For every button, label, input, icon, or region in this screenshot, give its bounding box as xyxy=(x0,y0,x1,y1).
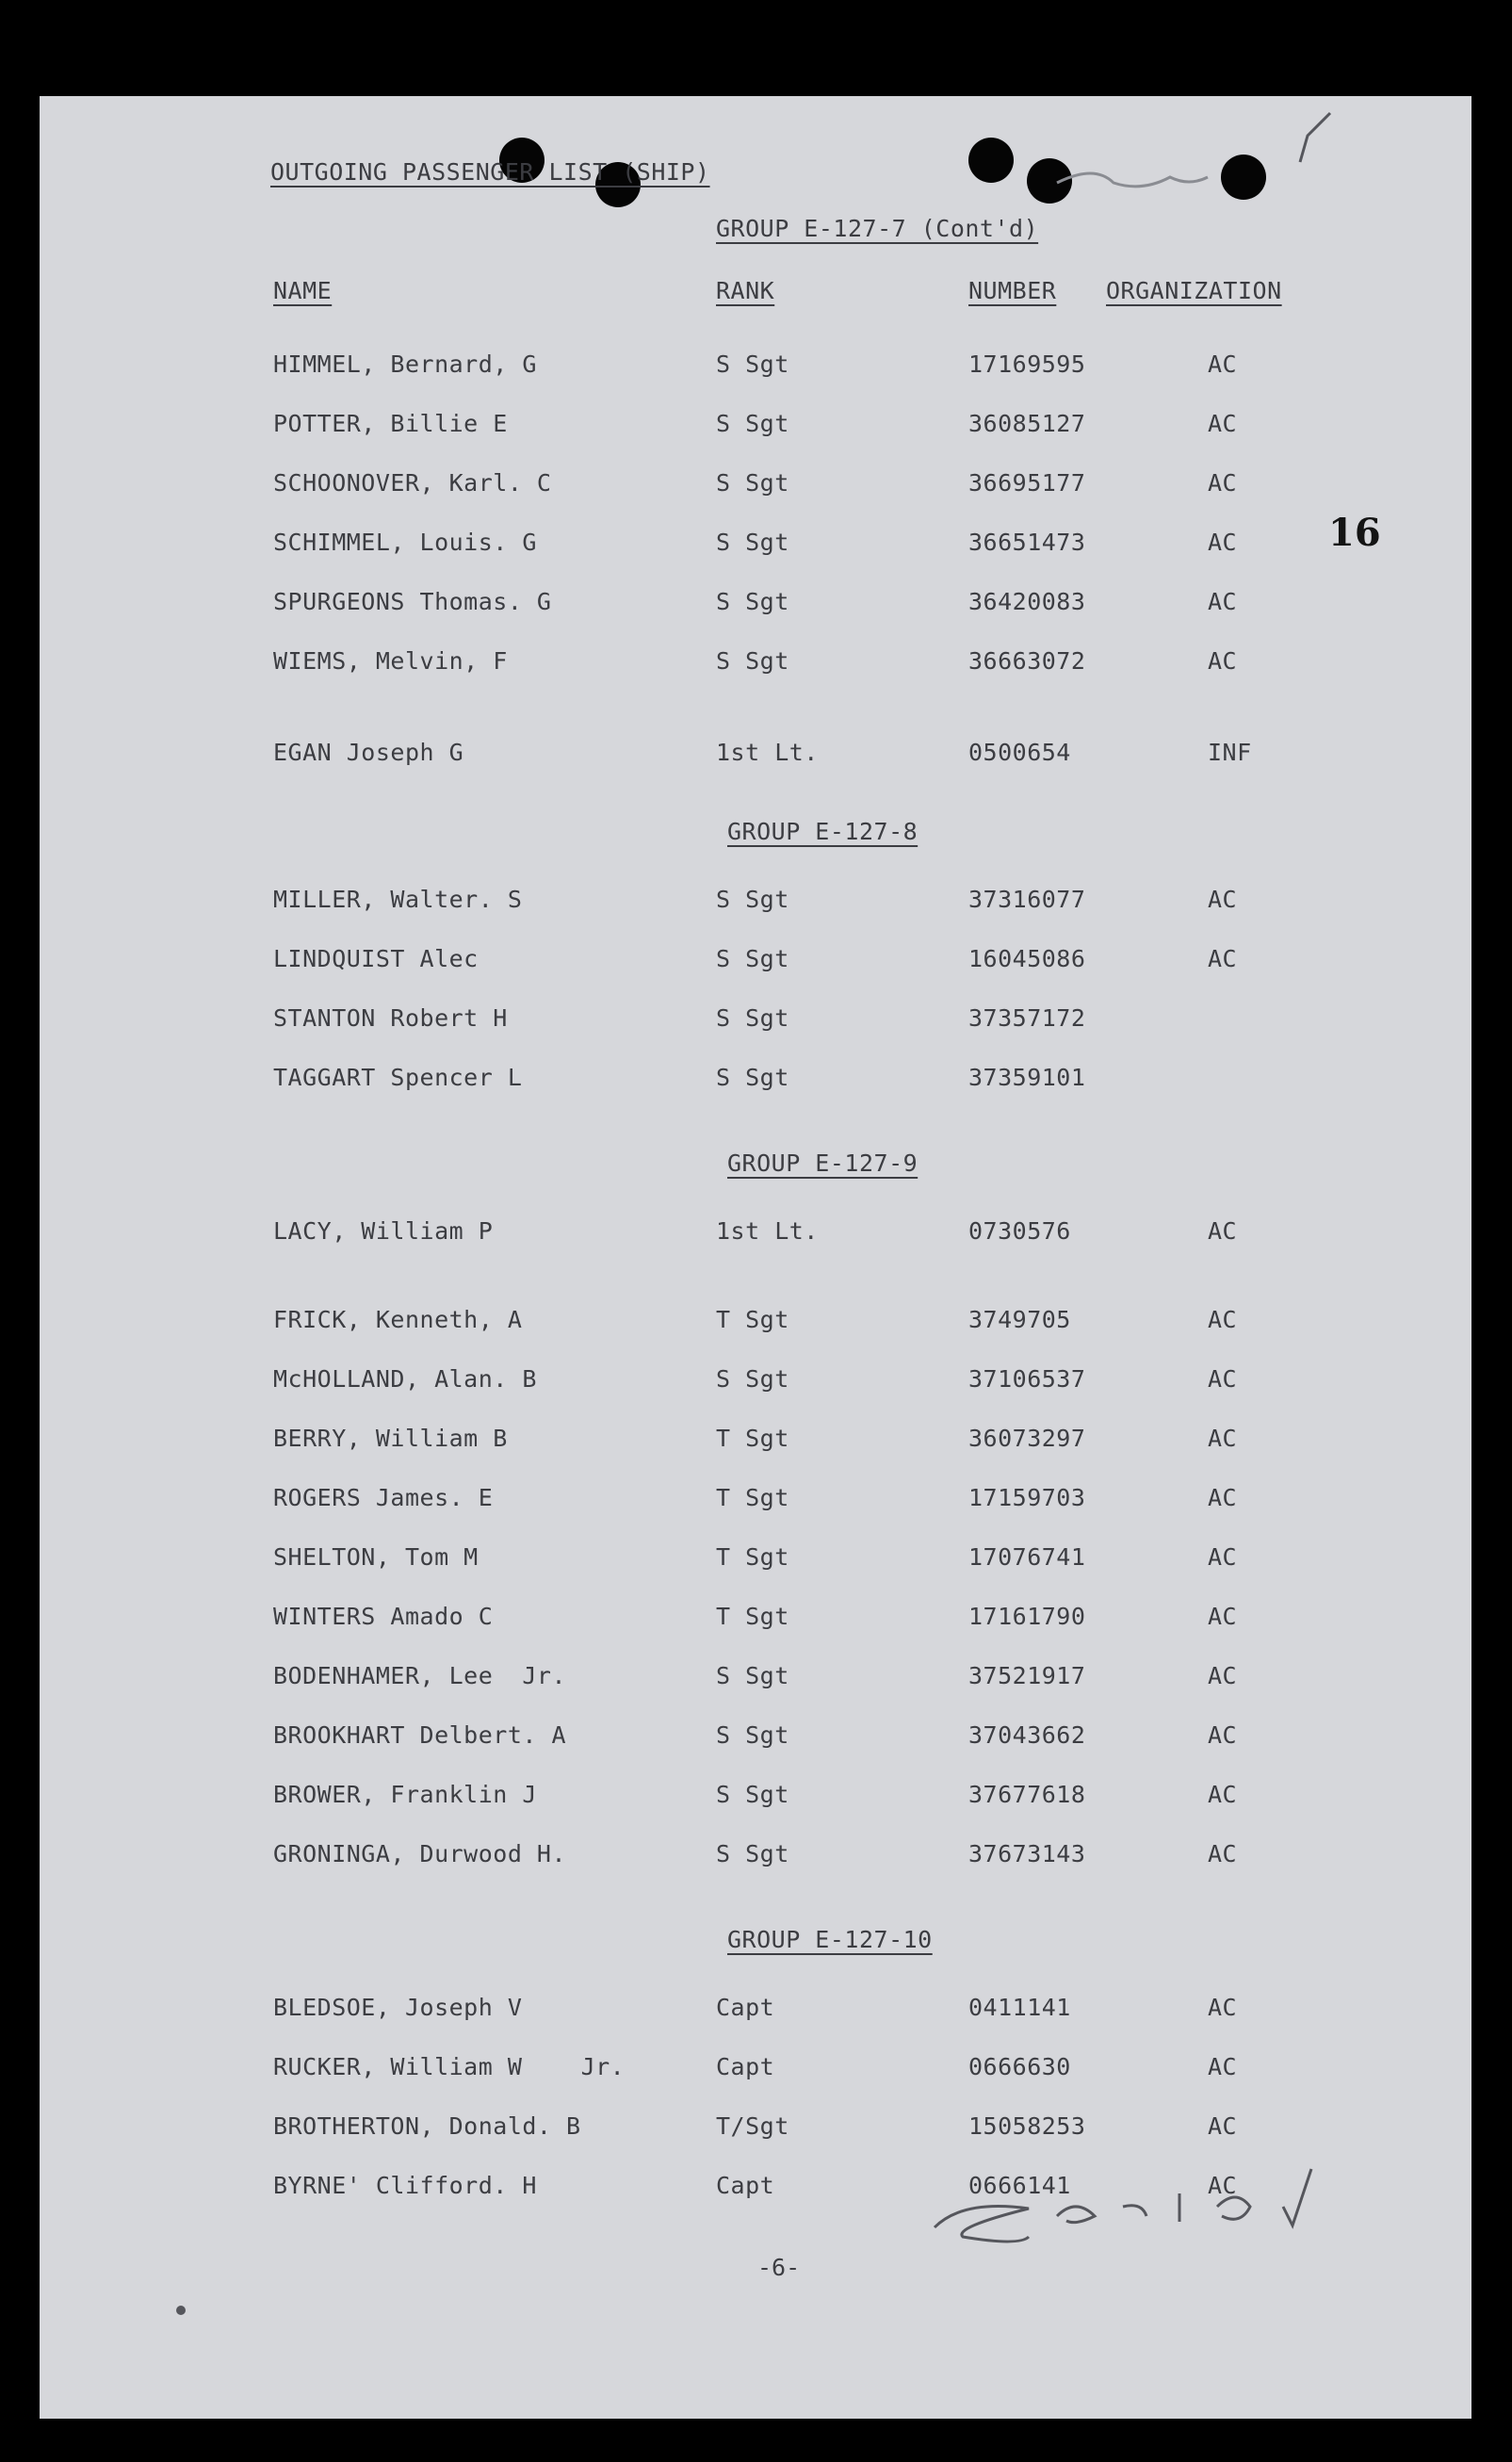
passenger-organization: AC xyxy=(1208,1484,1238,1511)
passenger-name: ROGERS James. E xyxy=(273,1484,494,1511)
passenger-rank: T/Sgt xyxy=(716,2112,789,2140)
passenger-organization: INF xyxy=(1208,739,1252,766)
passenger-name: BLEDSOE, Joseph V xyxy=(273,1994,523,2021)
passenger-rank: T Sgt xyxy=(716,1484,789,1511)
passenger-rank: Capt xyxy=(716,2172,775,2199)
passenger-serial-number: 37521917 xyxy=(968,1662,1086,1689)
passenger-serial-number: 3749705 xyxy=(968,1306,1071,1333)
passenger-organization: AC xyxy=(1208,410,1238,437)
passenger-name: GRONINGA, Durwood H. xyxy=(273,1840,567,1867)
passenger-rank: T Sgt xyxy=(716,1543,789,1571)
passenger-rank: 1st Lt. xyxy=(716,1217,819,1245)
passenger-rank: S Sgt xyxy=(716,351,789,378)
passenger-name: EGAN Joseph G xyxy=(273,739,464,766)
passenger-serial-number: 37316077 xyxy=(968,886,1086,913)
page-footer: -6- xyxy=(757,2254,801,2281)
passenger-rank: S Sgt xyxy=(716,410,789,437)
passenger-organization: AC xyxy=(1208,1662,1238,1689)
passenger-serial-number: 37106537 xyxy=(968,1365,1086,1393)
passenger-rank: S Sgt xyxy=(716,1365,789,1393)
passenger-name: POTTER, Billie E xyxy=(273,410,508,437)
document-page xyxy=(40,96,1471,2419)
passenger-name: BERRY, William B xyxy=(273,1425,508,1452)
column-header-number: NUMBER xyxy=(968,277,1057,304)
passenger-name: MILLER, Walter. S xyxy=(273,886,523,913)
passenger-rank: S Sgt xyxy=(716,469,789,497)
passenger-rank: 1st Lt. xyxy=(716,739,819,766)
passenger-organization: AC xyxy=(1208,1543,1238,1571)
passenger-rank: S Sgt xyxy=(716,886,789,913)
passenger-organization: AC xyxy=(1208,351,1238,378)
passenger-organization: AC xyxy=(1208,1781,1238,1808)
passenger-organization: AC xyxy=(1208,945,1238,972)
passenger-serial-number: 0666630 xyxy=(968,2053,1071,2080)
passenger-organization: AC xyxy=(1208,647,1238,675)
passenger-organization: AC xyxy=(1208,1306,1238,1333)
passenger-rank: Capt xyxy=(716,2053,775,2080)
passenger-serial-number: 37043662 xyxy=(968,1721,1086,1749)
passenger-rank: S Sgt xyxy=(716,1721,789,1749)
passenger-serial-number: 17169595 xyxy=(968,351,1086,378)
passenger-rank: S Sgt xyxy=(716,647,789,675)
passenger-name: SHELTON, Tom M xyxy=(273,1543,479,1571)
column-header-name: NAME xyxy=(273,277,333,304)
passenger-rank: S Sgt xyxy=(716,1004,789,1032)
passenger-name: BROOKHART Delbert. A xyxy=(273,1721,567,1749)
passenger-serial-number: 0730576 xyxy=(968,1217,1071,1245)
passenger-serial-number: 36420083 xyxy=(968,588,1086,615)
passenger-serial-number: 15058253 xyxy=(968,2112,1086,2140)
passenger-rank: S Sgt xyxy=(716,1662,789,1689)
passenger-organization: AC xyxy=(1208,1365,1238,1393)
document-title: OUTGOING PASSENGER LIST (SHIP) xyxy=(270,158,710,186)
passenger-organization: AC xyxy=(1208,886,1238,913)
passenger-rank: S Sgt xyxy=(716,1064,789,1091)
column-header-rank: RANK xyxy=(716,277,775,304)
passenger-rank: Capt xyxy=(716,1994,775,2021)
passenger-serial-number: 36663072 xyxy=(968,647,1086,675)
passenger-organization: AC xyxy=(1208,469,1238,497)
passenger-name: McHOLLAND, Alan. B xyxy=(273,1365,537,1393)
passenger-name: STANTON Robert H xyxy=(273,1004,508,1032)
passenger-rank: S Sgt xyxy=(716,529,789,556)
passenger-organization: AC xyxy=(1208,2172,1238,2199)
passenger-serial-number: 36695177 xyxy=(968,469,1086,497)
passenger-rank: S Sgt xyxy=(716,588,789,615)
passenger-name: LACY, William P xyxy=(273,1217,494,1245)
group-heading: GROUP E-127-10 xyxy=(727,1926,933,1953)
page-number-stamp: 16 xyxy=(1328,511,1381,555)
passenger-serial-number: 16045086 xyxy=(968,945,1086,972)
passenger-name: SCHIMMEL, Louis. G xyxy=(273,529,537,556)
passenger-rank: S Sgt xyxy=(716,1840,789,1867)
passenger-organization: AC xyxy=(1208,1603,1238,1630)
passenger-serial-number: 17076741 xyxy=(968,1543,1086,1571)
passenger-serial-number: 36651473 xyxy=(968,529,1086,556)
passenger-name: SCHOONOVER, Karl. C xyxy=(273,469,552,497)
passenger-name: SPURGEONS Thomas. G xyxy=(273,588,552,615)
passenger-serial-number: 17159703 xyxy=(968,1484,1086,1511)
passenger-serial-number: 37359101 xyxy=(968,1064,1086,1091)
passenger-name: FRICK, Kenneth, A xyxy=(273,1306,523,1333)
group-heading: GROUP E-127-9 xyxy=(727,1149,919,1177)
passenger-serial-number: 0666141 xyxy=(968,2172,1071,2199)
passenger-serial-number: 37357172 xyxy=(968,1004,1086,1032)
passenger-organization: AC xyxy=(1208,529,1238,556)
passenger-name: BODENHAMER, Lee Jr. xyxy=(273,1662,567,1689)
passenger-name: RUCKER, William W Jr. xyxy=(273,2053,626,2080)
passenger-organization: AC xyxy=(1208,1425,1238,1452)
passenger-name: LINDQUIST Alec xyxy=(273,945,479,972)
passenger-rank: S Sgt xyxy=(716,945,789,972)
passenger-name: WINTERS Amado C xyxy=(273,1603,494,1630)
passenger-organization: AC xyxy=(1208,2053,1238,2080)
passenger-rank: T Sgt xyxy=(716,1425,789,1452)
passenger-serial-number: 0500654 xyxy=(968,739,1071,766)
passenger-name: HIMMEL, Bernard, G xyxy=(273,351,537,378)
passenger-serial-number: 37677618 xyxy=(968,1781,1086,1808)
passenger-rank: T Sgt xyxy=(716,1306,789,1333)
passenger-serial-number: 17161790 xyxy=(968,1603,1086,1630)
passenger-serial-number: 0411141 xyxy=(968,1994,1071,2021)
passenger-name: BROWER, Franklin J xyxy=(273,1781,537,1808)
passenger-organization: AC xyxy=(1208,1840,1238,1867)
passenger-organization: AC xyxy=(1208,1994,1238,2021)
column-header-organization: ORGANIZATION xyxy=(1106,277,1282,304)
passenger-name: TAGGART Spencer L xyxy=(273,1064,523,1091)
passenger-serial-number: 37673143 xyxy=(968,1840,1086,1867)
group-heading-continued: GROUP E-127-7 (Cont'd) xyxy=(716,215,1039,242)
passenger-organization: AC xyxy=(1208,1721,1238,1749)
passenger-serial-number: 36073297 xyxy=(968,1425,1086,1452)
passenger-organization: AC xyxy=(1208,588,1238,615)
passenger-name: BYRNE' Clifford. H xyxy=(273,2172,537,2199)
passenger-serial-number: 36085127 xyxy=(968,410,1086,437)
passenger-name: BROTHERTON, Donald. B xyxy=(273,2112,581,2140)
passenger-organization: AC xyxy=(1208,2112,1238,2140)
passenger-organization: AC xyxy=(1208,1217,1238,1245)
passenger-rank: S Sgt xyxy=(716,1781,789,1808)
passenger-name: WIEMS, Melvin, F xyxy=(273,647,508,675)
passenger-rank: T Sgt xyxy=(716,1603,789,1630)
group-heading: GROUP E-127-8 xyxy=(727,818,919,845)
